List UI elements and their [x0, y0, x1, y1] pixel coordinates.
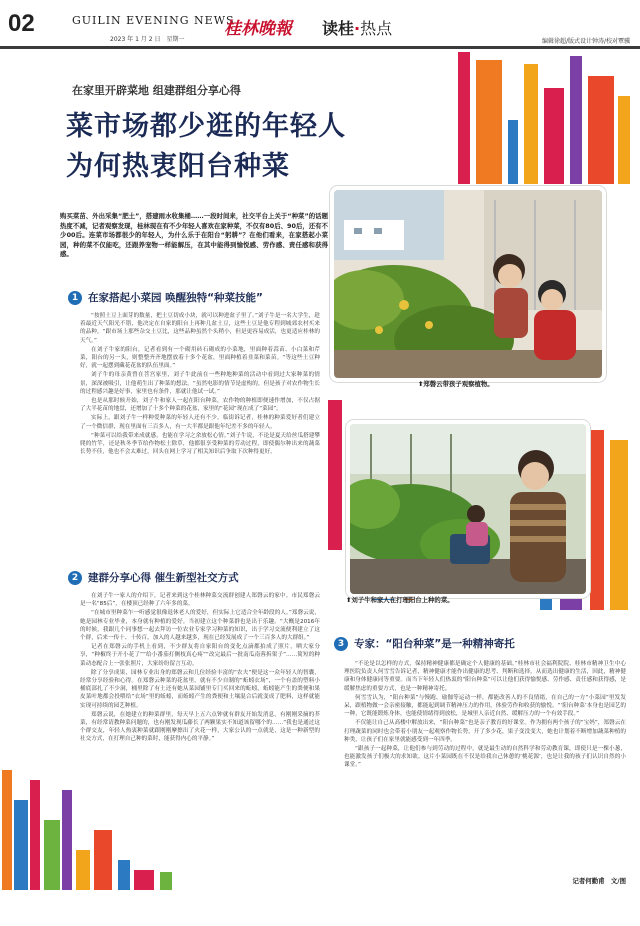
decor-bar — [118, 860, 130, 890]
section-2-title: 建群分享心得 催生新型社交方式 — [88, 572, 239, 584]
section-1-body — [80, 312, 320, 457]
page-number: 02 — [8, 10, 35, 37]
issue-date: 2023 年 1 月 2 日 星期一 — [110, 36, 185, 43]
section-name-a: 读桂 — [322, 19, 355, 38]
paragraph: 在刘子牛一家人的介绍下，记者来到这个桂林种菜交流群创建人郑磬云的家中。市民郑磬云是一名“85后”，在楼顶已经种了六年多的菜。 — [80, 593, 320, 608]
section-name — [322, 16, 392, 39]
section-1-number: 1 — [68, 291, 82, 305]
photo-child-plants-image — [334, 190, 602, 378]
section-dot: · — [354, 19, 361, 38]
paragraph: 除了分享成果，园林专业出身的郑磬云和几位经验丰富的“农夫”便是这一众年轻人的智囊，经常分享经验和心得。在郑磬云种菜的花盆里，就有不少自制的“蚯蚓衣场”，一个有盖的塑料小桶底部扎了不少洞，桶里除了有土还有她从菜园铺里专门买回来的蚯蚓，蚯蚓能产生的粪便和果皮菜叶地都会投喂给“衣场”里的蚯蚓，而蚯蚓产生的粪便和土壤混合后就变成了肥料，这样就能实现可持续的园艺种植。 — [80, 669, 320, 709]
paragraph: 刘子牛的母亲黄曾在菩宫家里，刘子牛此前在一些种地种菜的活动中看到过大家种菜的情景，深深被吸引，让他萌生出了种菜的想法。“虽然电影的情节是虚构的，但是孩子对农作物生长的过程感兴趣是好事，家里也有条件，那就让他试一试。” — [80, 372, 320, 395]
decor-bar — [458, 52, 470, 184]
decor-bar — [76, 850, 90, 890]
paragraph: “在城市里种菜乍一听感觉很像退休老人的爱好，但实际上它适合全年龄段的人。”郑磬云说，她是园林专业毕业，本身就有种植的爱好。当初建立这个种菜群也是出于乐趣。“大概是2016年的时候，我跟几个同事想一起去拜访一位农业专家学习种菜的知识，出于学习交流便利建立了这个群，后来一传十、十传百，加入的人越来越多，现在已经发展成了一个三百多人的大群组。” — [80, 610, 320, 642]
decor-bar — [508, 120, 518, 184]
paragraph: “不论是以怎样的方式，保持精神健康都是确定个人健康的基础。”桂林市社会福利院院、桂林市精神卫生中心理医院负责人何雪雪告诉记者，精神健康才能作出健康的思考、判断和选择，从而选出健康的生活，因此，精神健康和身体健康同等重要。而当下年轻人们热衷的“阳台种菜”可以让他们获得愉悦感、劳作感、责任感和获得感，是缓解焦虑的重要方式，也是一种精神寄托。 — [344, 661, 626, 692]
photo-family-balcony-image — [350, 424, 586, 594]
section-3-number: 3 — [334, 637, 348, 651]
paragraph: 在刘子牛家的阳台，记者看到有一个砌用砖石砌成的小菜地，里面种着蒜苗、小白菜和芹菜，阳台的另一头，则整整齐齐地摆放着十多个花盆，里面种植着韭菜和菜苗。“等这些土豆种好，就一起摆到藏花花盆的队伍里面。” — [80, 346, 320, 370]
byline: 记者何勤甫 文/图 — [572, 877, 626, 885]
editor-credits: 编辑徐超/版式设计钟涛/校对覃骥 — [541, 38, 630, 45]
section-name-b: 热点 — [360, 19, 393, 38]
paragraph: 不仅能让自己从高楼中解放出来，“阳台种菜”也是亲子教育的好课堂。作为拥有两个孩子的“宝妈”，郑磬云在打理蔬菜的同时也会带着小朋友一起观察作物长势，开了多少花，果子变没变大，她也计划着不断增加蔬菜种植的种类，让孩子们在家里就能感受到一年四季。 — [344, 720, 626, 743]
decor-bar — [44, 820, 60, 890]
paragraph: 郑磬云说，在她建立的种菜群里，每天早上五六点钟就有群友开始发消息，有刚刚采摘的芥菜，有经常请教种菜问题的，也有刚发现瓜藤长了两颗果实不知道该留哪个的……“我也是通过这个群交友，年轻人热衷种菜就跟刚刚摩擦出了火花一样，大家公认的一点就是，这是一种新型的社交方式，在打理自己种的菜时，能获得内心的平静。” — [80, 711, 320, 743]
paragraph: 实际上，跟刘子牛一样种爱种菜的年轻人还有不少。临街诉记者，桂林的种菜爱好者们建立了一个微信群，现在里面有三百多人，有一大半都是跟他年纪差不多的年轻人。 — [80, 415, 320, 430]
section-2-number: 2 — [68, 571, 82, 585]
lead-paragraph: 购买菜苗、外出采集“肥土”，搭建雨水收集桶……一段时间来，社交平台上关于“种菜”的话题热度不减，记者观察发现，桂林现在有不少年轻人喜欢在家种菜，不仅有80后、90后，还有不少00后。连菜市场都很少的年轻人，为什么乐于在阳台“躬耕”？在他们看来，在家搭起小菜园，种的菜不仅能吃，还跟养宠物一样能解压，在其中能得到愉悦感、劳作感、责任感和获得感。 — [60, 212, 328, 259]
decor-bar — [62, 790, 72, 890]
decor-bar — [544, 88, 564, 184]
decor-bar — [618, 96, 630, 184]
kicker: 在家里开辟菜地 组建群组分享心得 — [72, 84, 241, 97]
photo-family-balcony — [346, 420, 590, 598]
photo-2-caption: ⬆刘子牛和家人在打理阳台上种的菜。 — [346, 596, 454, 604]
decor-bar — [610, 440, 628, 610]
decor-bar — [94, 830, 112, 890]
header-rule — [0, 46, 640, 49]
decor-bar — [328, 400, 342, 550]
photo-child-plants — [330, 186, 606, 382]
decor-bar — [160, 872, 172, 890]
headline-line-1: 菜市场都少逛的年轻人 — [66, 111, 346, 142]
section-3-title: 专家：“阳台种菜”是一种精神寄托 — [354, 638, 515, 650]
masthead-english: GUILIN EVENING NEWS — [72, 14, 235, 27]
paragraph: “跟孩子一起种菜，让他们参与到劳动的过程中，就是最生动的自然科学和劳动教育课，即使只是一棵小葱，也能激发孩子们极大的求知欲。这片小菜园既在不仅是给我自己休憩的‘桃花源’，也是让我的孩子们认识自然的小课堂。” — [344, 746, 626, 769]
decor-bar — [588, 76, 614, 184]
paragraph: 何雪雪认为，“阳台种菜”与慢跑、瑜伽等运动一样，都能改善人的不良情绪，在自己的一方“小菜园”里发发呆，跟植物做一会亲密接触，都能起到调节精神压力的作用，体验劳作和收获的愉悦。“‘阳台种菜’本身也是园艺的一种，它既能锻炼身体，也能使情绪得到放松，是城里人亲近自然、缓解压力的一个有效手段。” — [344, 694, 626, 718]
decor-bar — [476, 60, 502, 184]
decor-bar — [2, 770, 12, 890]
newspaper-logo: 桂林晚報 — [224, 19, 292, 39]
decor-bar — [524, 64, 538, 184]
section-2-body — [80, 592, 320, 745]
photo-1-caption: ⬆郑磬云带孩子观察植物。 — [418, 380, 494, 388]
decor-bar — [30, 780, 40, 890]
section-3-body — [344, 660, 626, 771]
section-1-heading — [68, 290, 330, 305]
section-3-heading — [334, 636, 628, 651]
section-1-title: 在家搭起小菜园 唤醒独特“种菜技能” — [88, 292, 263, 304]
paragraph: 也是从那时候开始，刘子牛和家人一起在阳台种菜，农作物的种植即便速作增加，不仅占据了大半花苗的地盘，还增加了十多个种菜的花盆，家里的“花园”现在成了“菜园”。 — [80, 398, 320, 413]
paragraph: “种菜可以给我带来成就感，也能在学习之余放松心情。”刘子牛说，不论是夏天给丝瓜搭建攀爬的竹竿，还是秋冬季节给作物松土除草，他都很享受种菜的劳动过程，即使偶尔种出来的蔬菜长势不佳，他也不会太难过，回头在网上学习了相关知识后争取下次种得更好。 — [80, 432, 320, 456]
decor-bar — [134, 870, 154, 890]
section-2-heading — [68, 570, 330, 585]
decor-bar — [570, 56, 582, 184]
paragraph: “按照土豆上面芽的数量，把土豆切成小块，就可以种进盆子里了。”刘子牛是一名大学生，趁着最近天气阳光不错，他决定在自家的阳台上再种几盆土豆，这些土豆是他专程到城郊农村买来的品种。“跟市场上那些杂交土豆比，这些品种虽然个头稍小，但是更容易成活，也更适应桂林的天气。” — [80, 313, 320, 344]
decor-bar — [590, 430, 604, 610]
decor-bar — [14, 800, 28, 890]
headline-line-2: 为何热衷阳台种菜 — [66, 151, 290, 182]
paragraph: 记者在郑磬云的手机上看到，不少群友将自家阳台的变化点滴都拍成了照片，晒大家分享，“种椒终于开小花了”“给小番茄打侧枝真心疼”“改完最后一批南瓜南蓉拆架子”……简短的种菜动态配合上一张张照片，大家纷纷留言互动。 — [80, 644, 320, 667]
